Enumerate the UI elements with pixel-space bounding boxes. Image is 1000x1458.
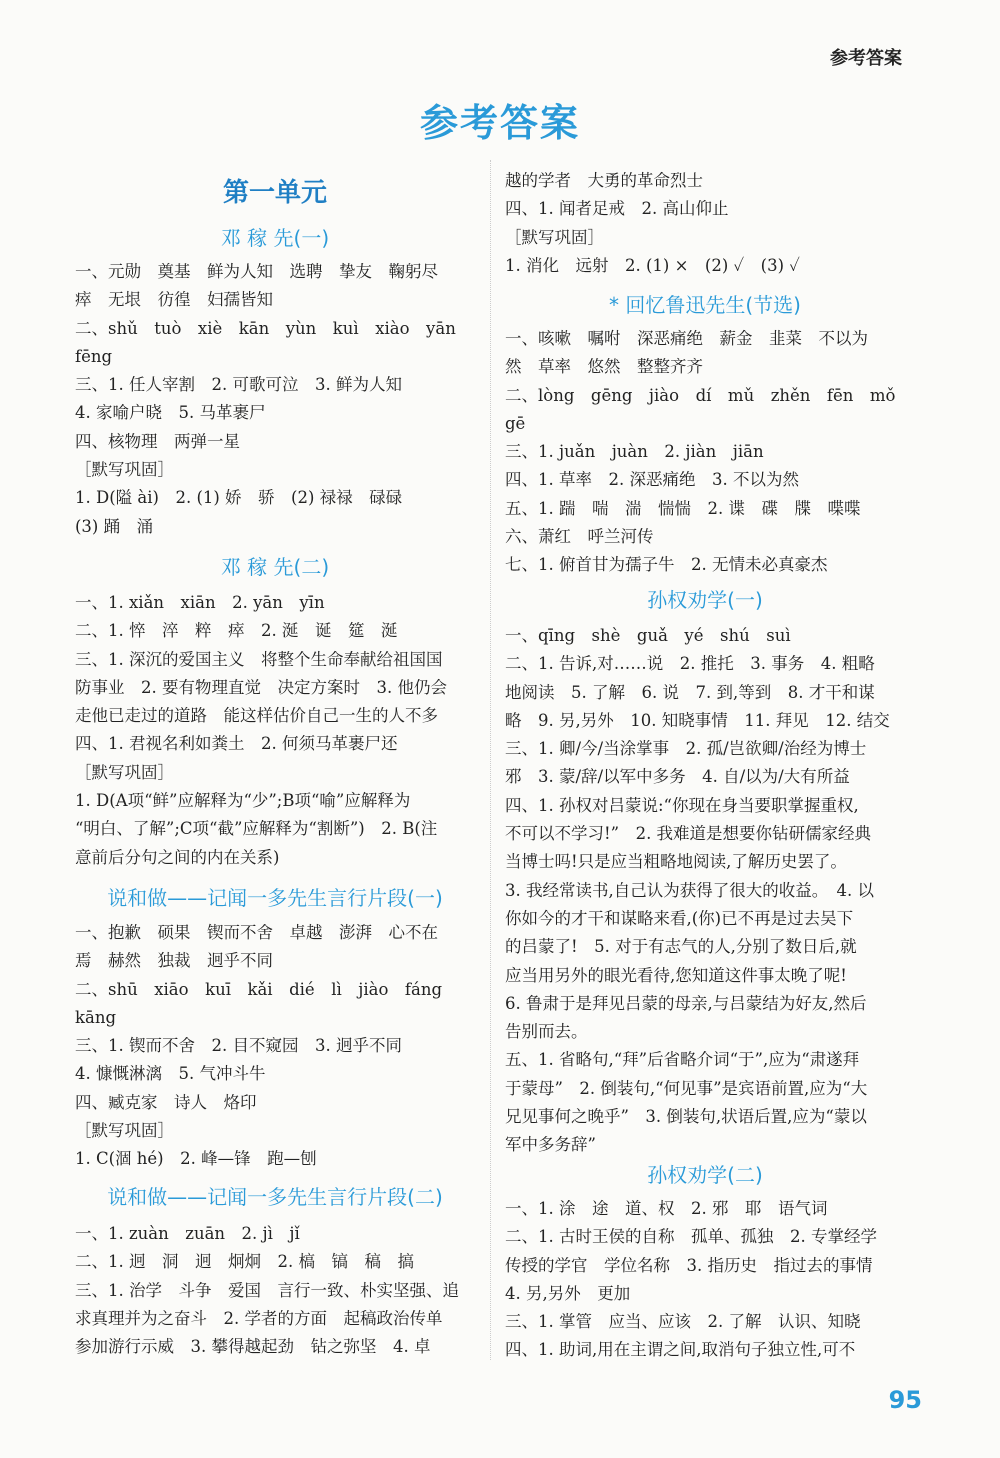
section-heading: * 回忆鲁迅先生(节选) (609, 293, 801, 317)
answer-line: 越的学者 大勇的革命烈士 (505, 171, 703, 190)
answer-line: 三、1. 治学 斗争 爱国 言行一致、朴实坚强、追 (75, 1280, 459, 1300)
answer-line: 二、1. 悴 淬 粹 瘁 2. 涎 诞 筵 涎 (75, 621, 398, 641)
answer-line: ［默写巩固］ (75, 762, 174, 782)
answer-line: 兄见事何之晚乎” 3. 倒装句,状语后置,应为“蒙以 (505, 1107, 867, 1127)
answer-block (75, 258, 477, 541)
answer-line: 二、1. 古时王侯的自称 孤单、孤独 2. 专掌经学 (505, 1227, 877, 1247)
answer-block (75, 1220, 477, 1361)
answer-block (505, 325, 907, 580)
answer-line: 四、1. 草率 2. 深恶痛绝 3. 不以为然 (505, 470, 799, 490)
answer-line: 的吕蒙了! 5. 对于有志气的人,分别了数日后,就 (505, 937, 857, 957)
answer-line: 地阅读 5. 了解 6. 说 7. 到,等到 8. 才干和谋 (505, 682, 875, 702)
answer-line: 走他已走过的道路 能这样估价自己一生的人不多 (75, 706, 438, 726)
answer-line: 4. 慷慨淋漓 5. 气冲斗牛 (75, 1064, 266, 1084)
answer-line: 应当用另外的眼光看待,您知道这件事太晚了呢! (505, 965, 847, 985)
section-heading: 说和做——记闻一多先生言行片段(一) (107, 886, 443, 910)
section-heading: 邓 稼 先(二) (220, 555, 330, 579)
section-heading: 孙权劝学(二) (647, 1163, 763, 1187)
answer-line: 三、1. 任人宰割 2. 可歌可泣 3. 鲜为人知 (75, 375, 402, 395)
answer-line: 七、1. 俯首甘为孺子牛 2. 无情未必真豪杰 (505, 555, 828, 575)
answer-line: 一、1. xiǎn xiān 2. yān yīn (75, 593, 325, 612)
answer-block (75, 919, 477, 1174)
answer-line: 三、1. 掌管 应当、应该 2. 了解 认识、知晓 (505, 1312, 861, 1332)
answer-line: 一、咳嗽 嘱咐 深恶痛绝 薪金 韭菜 不以为 (505, 329, 868, 348)
answer-line: 一、qīng shè guǎ yé shú suì (505, 626, 791, 645)
answer-line: 三、1. 深沉的爱国主义 将整个生命奉献给祖国国 (75, 649, 443, 669)
answer-line: 1. 消化 远射 2. (1) × (2) ✓ (3) ✓ (505, 255, 800, 275)
answer-line: 1. D(A项“鲜”应解释为“少”;B项“喻”应解释为 (75, 791, 411, 811)
answer-line: 焉 赫然 独裁 迥乎不同 (75, 951, 273, 971)
section-heading: 邓 稼 先(一) (220, 226, 330, 250)
answer-line: 防事业 2. 要有物理直觉 决定方案时 3. 他仍会 (75, 677, 447, 697)
section-heading: 孙权劝学(一) (647, 588, 763, 612)
answer-block (505, 1195, 907, 1365)
page-title: 参考答案 (419, 101, 580, 145)
answer-line: 一、1. zuàn zuān 2. jì jǐ (75, 1224, 300, 1243)
answer-line: ［默写巩固］ (505, 227, 604, 247)
answer-line: ［默写巩固］ (75, 1121, 174, 1141)
answer-line: 一、1. 涂 途 道、权 2. 邪 耶 语气词 (505, 1199, 828, 1218)
answer-line: 传授的学官 学位名称 3. 指历史 指过去的事情 (505, 1255, 873, 1275)
answer-line: 略 9. 另,另外 10. 知晓事情 11. 拜见 12. 结交 (505, 710, 890, 730)
answer-line: 于蒙母” 2. 倒装句,“何见事”是宾语前置,应为“大 (505, 1078, 868, 1098)
answer-line: 3. 我经常读书,自己认为获得了很大的收益。 4. 以 (505, 880, 874, 900)
answer-line: 一、抱歉 硕果 锲而不舍 卓越 澎湃 心不在 (75, 923, 438, 942)
answer-line: 四、1. 闻者足戒 2. 高山仰止 (505, 199, 729, 219)
answer-line: 三、1. 卿/今/当涂掌事 2. 孤/岂欲卿/治经为博士 (505, 739, 867, 759)
column-divider (490, 160, 491, 1360)
answer-line: 四、1. 孙权对吕蒙说:“你现在身当要职掌握重权, (505, 795, 859, 815)
answer-line: 参加游行示威 3. 攀得越起劲 钻之弥坚 4. 卓 (75, 1337, 431, 1357)
section-heading: 说和做——记闻一多先生言行片段(二) (107, 1185, 443, 1209)
answer-line: 意前后分句之间的内在关系) (75, 847, 280, 867)
answer-line: 求真理并为之奋斗 2. 学者的方面 起稿政治传单 (75, 1308, 443, 1328)
answer-line: 军中多务辞” (505, 1135, 596, 1155)
answer-line: 五、1. 踹 喘 湍 惴惴 2. 谍 碟 牒 喋喋 (505, 498, 861, 518)
answer-line: 三、1. juǎn juàn 2. jiàn jiān (505, 442, 764, 462)
answer-line: 二、shǔ tuò xiè kān yùn kuì xiào yān (75, 318, 456, 338)
answer-line: 二、lòng gēng jiào dí mǔ zhěn fēn mǒ (505, 385, 896, 405)
answer-line: 告别而去。 (505, 1022, 588, 1042)
answer-line: 六、萧红 呼兰河传 (505, 527, 654, 547)
running-header: 参考答案 (830, 48, 902, 69)
answer-line: 6. 鲁肃于是拜见吕蒙的母亲,与吕蒙结为好友,然后 (505, 993, 867, 1013)
answer-block (505, 167, 907, 280)
answer-block (505, 622, 907, 1160)
answer-line: 1. C(涸 hé) 2. 峰—锋 跑—刨 (75, 1149, 317, 1169)
answer-line: ［默写巩固］ (75, 460, 174, 480)
answer-line: (3) 踊 涌 (75, 516, 154, 536)
answer-line: 二、shū xiāo kuī kǎi dié lì jiào fáng (75, 979, 443, 999)
answer-line: 4. 家喻户晓 5. 马革裹尸 (75, 403, 266, 423)
page-number: 95 (888, 1386, 922, 1414)
answer-line: 三、1. 锲而不舍 2. 目不窥园 3. 迥乎不同 (75, 1036, 402, 1056)
answer-line: 四、核物理 两弹一星 (75, 431, 240, 451)
unit-heading: 第一单元 (222, 178, 327, 208)
answer-line: 当博士吗!只是应当粗略地阅读,了解历史罢了。 (505, 852, 847, 872)
answer-line: 二、1. 迥 洞 迥 炯炯 2. 槁 镐 稿 搞 (75, 1252, 414, 1272)
answer-line: “明白、了解”;C项“截”应解释为“割断”) 2. B(注 (75, 819, 438, 839)
answer-block (75, 589, 477, 872)
answer-line: gē (505, 413, 526, 433)
answer-line: 不可以不学习!” 2. 我难道是想要你钻研儒家经典 (505, 824, 872, 844)
answer-line: 四、臧克家 诗人 烙印 (75, 1092, 257, 1112)
answer-line: 1. D(隘 ài) 2. (1) 娇 骄 (2) 禄禄 碌碌 (75, 488, 403, 508)
answer-line: 瘁 无垠 彷徨 妇孺皆知 (75, 290, 273, 310)
answer-line: 四、1. 助词,用在主谓之间,取消句子独立性,可不 (505, 1340, 856, 1360)
answer-line: 邪 3. 蒙/辞/以军中多务 4. 自/以为/大有所益 (505, 767, 850, 787)
answer-line: fēng (75, 346, 113, 366)
answer-line: 你如今的才干和谋略来看,(你)已不再是过去吴下 (505, 908, 854, 928)
answer-line: kāng (75, 1007, 117, 1027)
answer-line: 然 草率 悠然 整整齐齐 (505, 357, 703, 377)
answer-line: 二、1. 告诉,对……说 2. 推托 3. 事务 4. 粗略 (505, 654, 875, 674)
answer-line: 五、1. 省略句,“拜”后省略介词“于”,应为“肃遂拜 (505, 1050, 860, 1070)
answer-line: 4. 另,另外 更加 (505, 1283, 631, 1303)
answer-line: 四、1. 君视名利如粪土 2. 何须马革裹尸还 (75, 734, 398, 754)
answer-line: 一、元勋 奠基 鲜为人知 选聘 挚友 鞠躬尽 (75, 262, 438, 281)
